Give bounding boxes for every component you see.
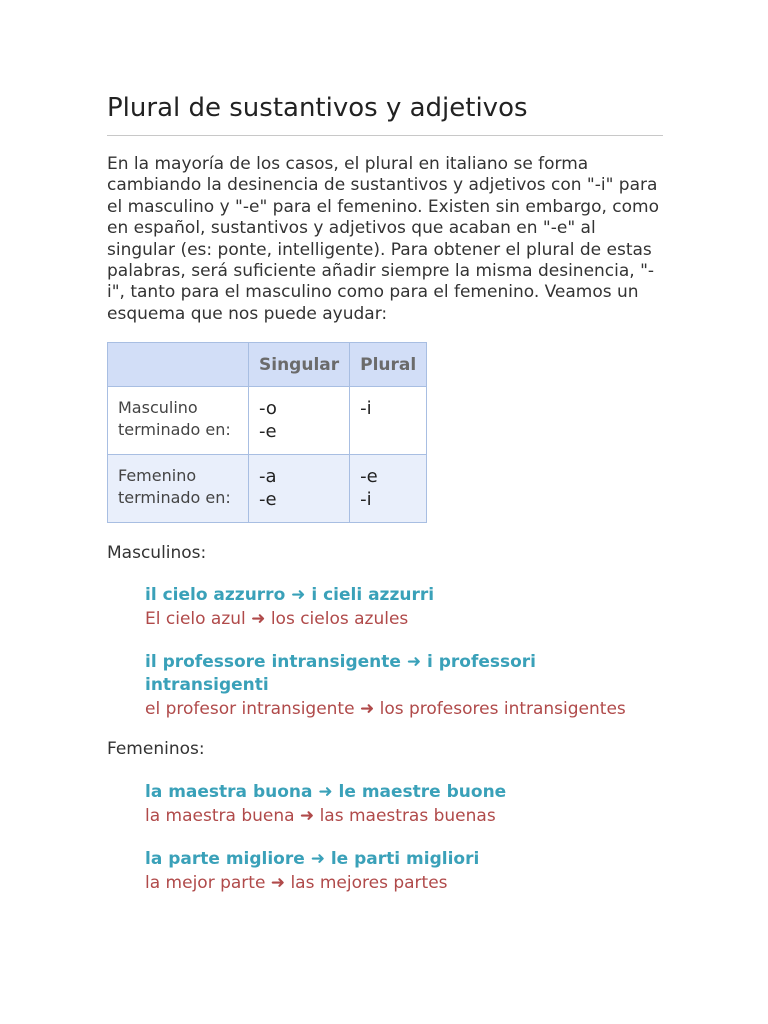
italian-example: la maestra buona ➜ le maestre buone: [145, 782, 507, 802]
example-femenino-2: [145, 848, 665, 895]
row-label-line: Masculino: [118, 398, 198, 417]
table-header-singular: Singular: [249, 343, 350, 387]
title-divider: [107, 135, 663, 136]
ending-value: -a: [259, 466, 277, 487]
example-masculino-1: [145, 584, 665, 631]
intro-paragraph: En la mayoría de los casos, el plural en italiano se forma cambiando la desinencia de sustantivos y adjetivos con "-i" para el masculino y "-e" para el femenino. Existen sin embargo, como en español, sustantivos y adjetivos que acaban en "-e" al singular (es: ponte, intelligente). Para obtener el plural de estas palabras, será suficiente añadir siempre la misma desinencia, "-i", tanto para el masculino como para el femenino. Veamos un esquema que nos puede ayudar:: [107, 154, 659, 324]
example-masculino-2: [145, 651, 665, 721]
row-label-line: Femenino: [118, 466, 197, 485]
row-label-line: terminado en:: [118, 420, 231, 439]
table-header-row: [108, 343, 427, 387]
spanish-translation: la mejor parte ➜ las mejores partes: [145, 873, 448, 893]
table-row-masculino: [108, 387, 427, 455]
italian-example: il cielo azzurro ➜ i cieli azzurri: [145, 585, 435, 605]
row-label-femenino: [108, 455, 249, 523]
ending-value: -e: [360, 466, 378, 487]
example-femenino-1: [145, 781, 665, 828]
ending-value: -o: [259, 398, 277, 419]
plural-endings-table: [107, 342, 427, 523]
table-row-femenino: [108, 455, 427, 523]
row-label-masculino: [108, 387, 249, 455]
row-label-line: terminado en:: [118, 488, 231, 507]
ending-value: -e: [259, 489, 277, 510]
section-label-masculinos: Masculinos:: [107, 543, 207, 563]
table-header-empty: [108, 343, 249, 387]
section-label-femeninos: Femeninos:: [107, 739, 205, 759]
ending-value: -i: [360, 398, 372, 419]
spanish-translation: el profesor intransigente ➜ los profesores intransigentes: [145, 699, 626, 719]
italian-example-continued: intransigenti: [145, 675, 269, 695]
italian-example: la parte migliore ➜ le parti migliori: [145, 849, 480, 869]
ending-value: -i: [360, 489, 372, 510]
italian-example: il professore intransigente ➜ i professori: [145, 652, 537, 672]
page-title: Plural de sustantivos y adjetivos: [107, 93, 528, 123]
cell-singular-femenino: [249, 455, 350, 523]
spanish-translation: la maestra buena ➜ las maestras buenas: [145, 806, 496, 826]
table-header-plural: Plural: [350, 343, 427, 387]
ending-value: -e: [259, 421, 277, 442]
cell-plural-masculino: [350, 387, 427, 455]
spanish-translation: El cielo azul ➜ los cielos azules: [145, 609, 409, 629]
cell-singular-masculino: [249, 387, 350, 455]
cell-plural-femenino: [350, 455, 427, 523]
